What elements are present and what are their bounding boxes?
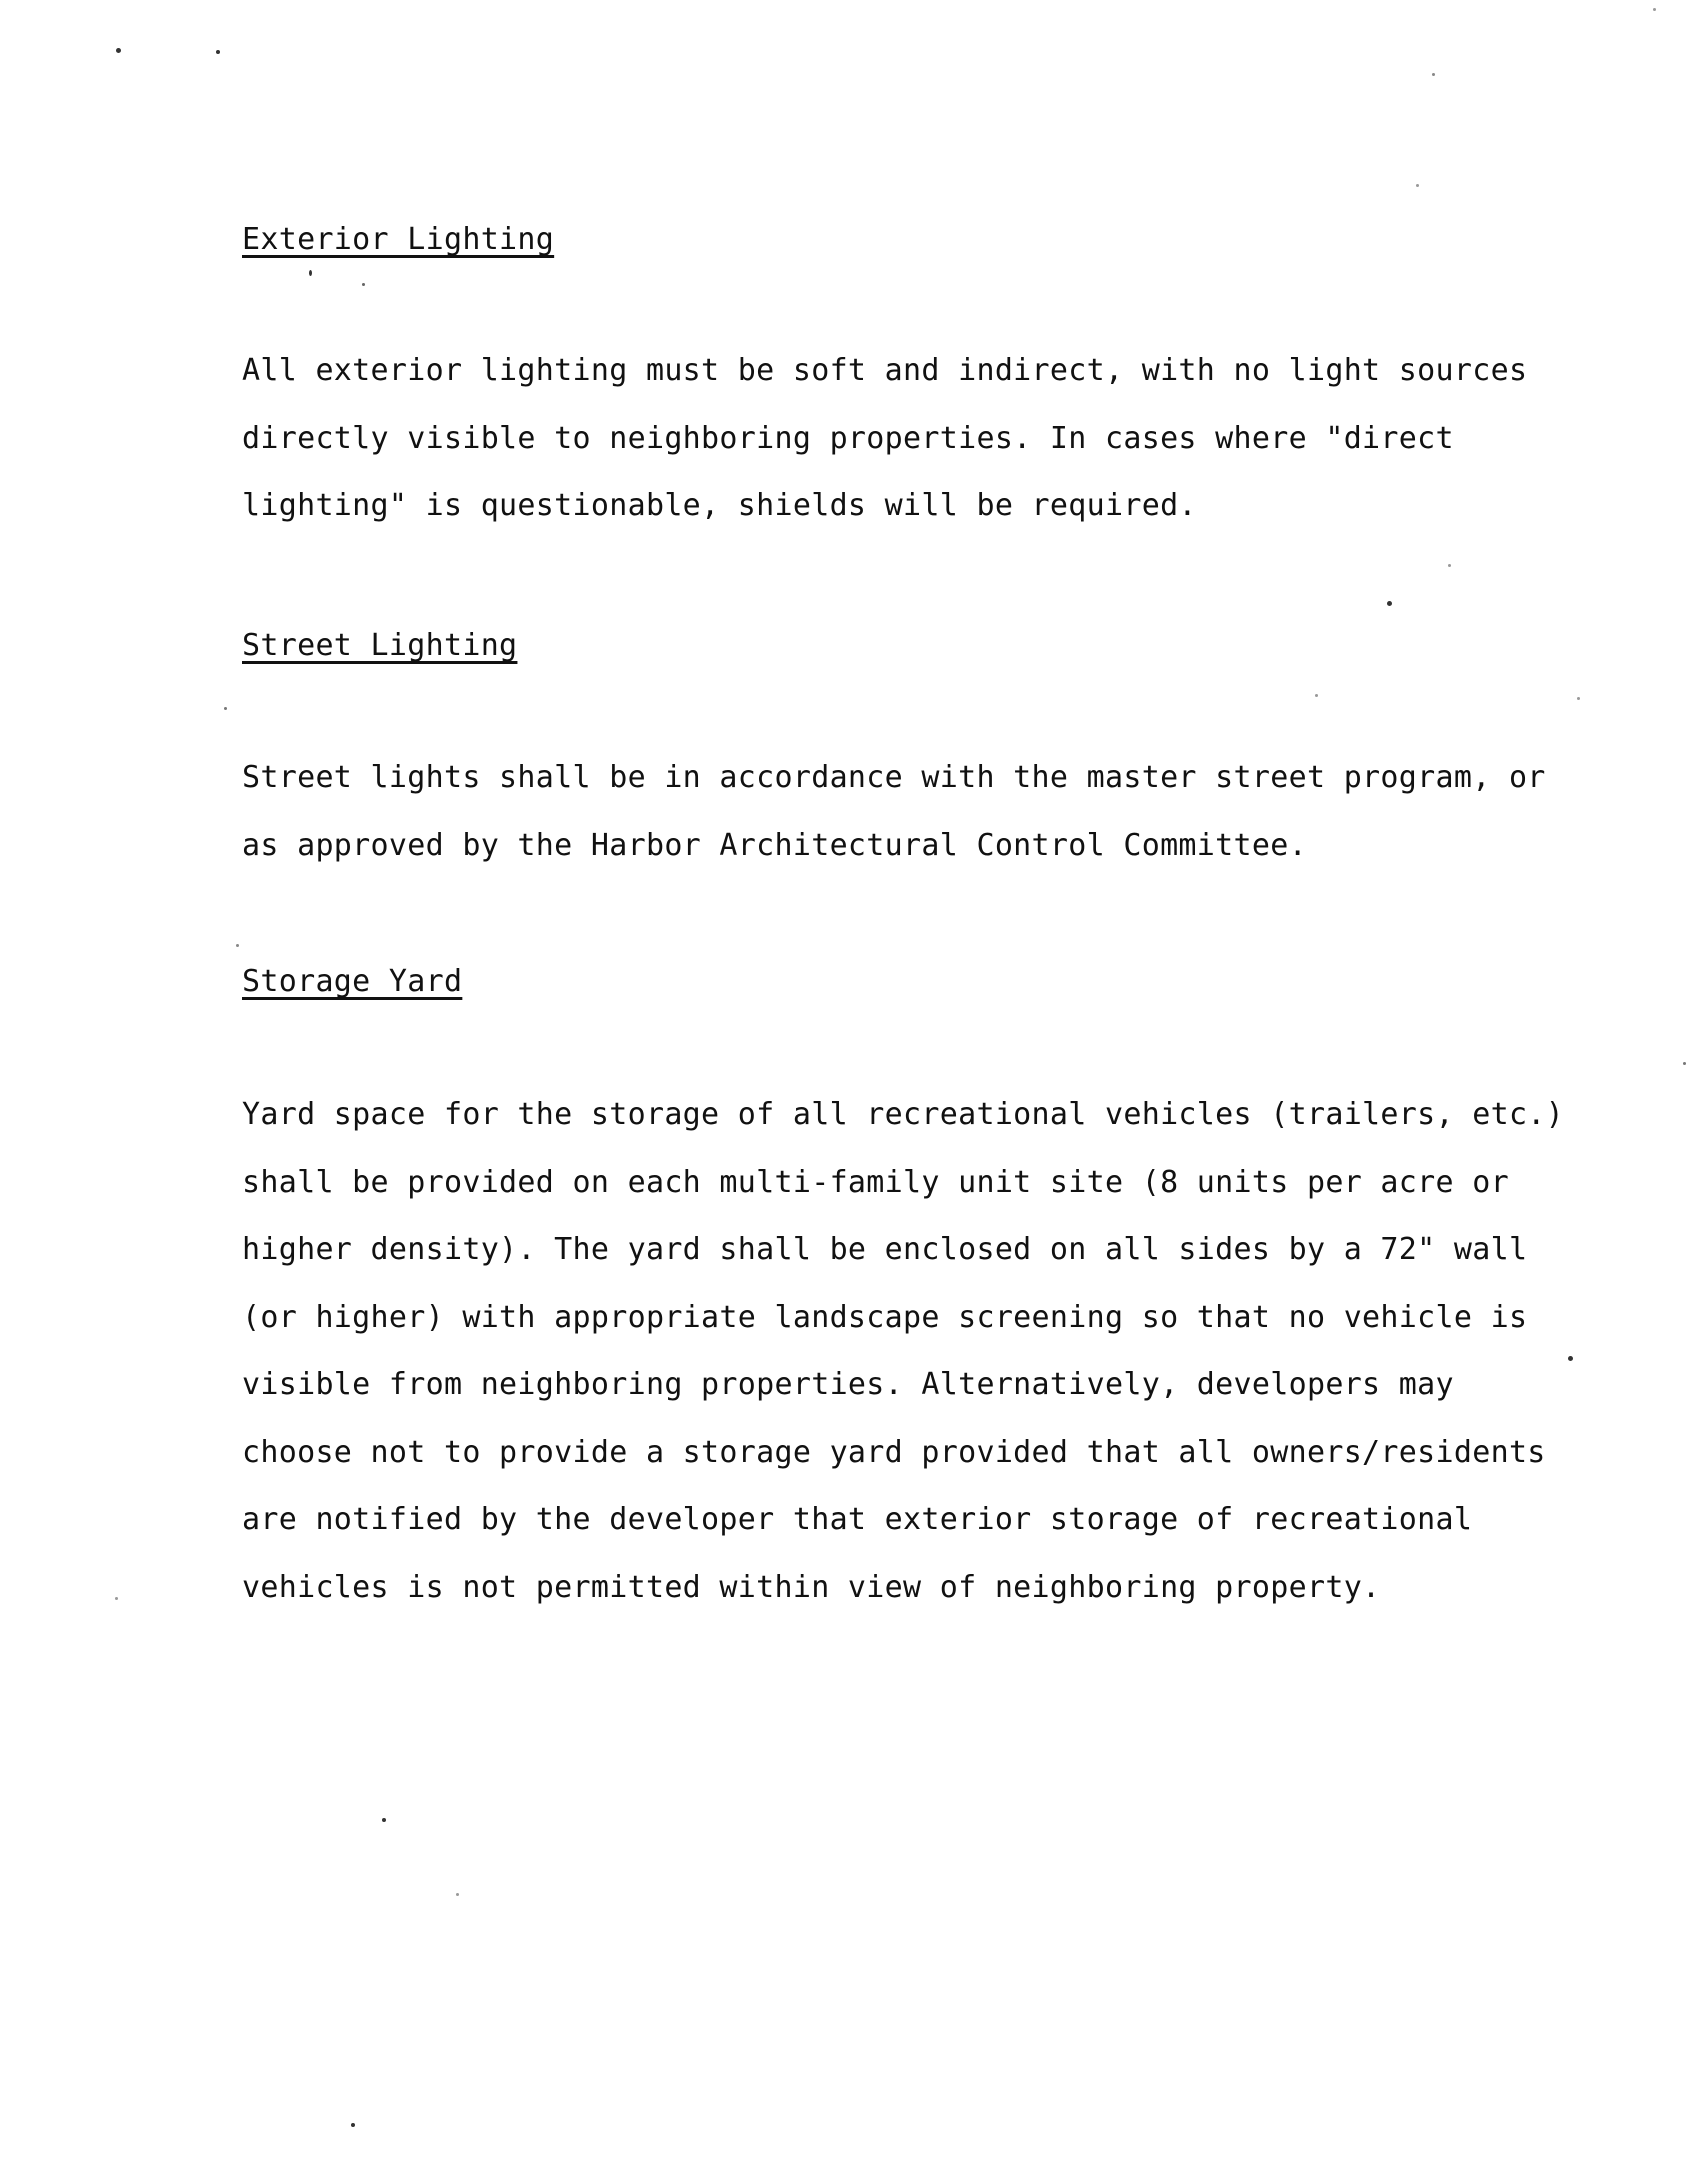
body-line: are notified by the developer that exterior storage of recreational: [242, 1502, 1473, 1537]
section-heading-storage-yard: Storage Yard: [242, 964, 463, 999]
section-heading-exterior-lighting: Exterior Lighting: [242, 222, 555, 257]
scan-speck: [1416, 184, 1419, 187]
body-line: choose not to provide a storage yard provided that all owners/residents: [242, 1434, 1546, 1470]
body-line: vehicles is not permitted within view of neighboring property.: [242, 1569, 1381, 1605]
scan-speck: [216, 50, 220, 54]
scan-speck: [116, 48, 121, 53]
scan-speck: [1577, 697, 1580, 700]
section-body-storage-yard: [242, 1081, 1564, 1621]
scan-speck: [1683, 1062, 1686, 1065]
scan-speck: [115, 1597, 118, 1600]
body-line: (or higher) with appropriate landscape screening so that no vehicle is: [242, 1299, 1528, 1335]
scan-speck: [351, 2123, 355, 2127]
body-line: directly visible to neighboring properties. In cases where "direct: [242, 420, 1454, 456]
scan-speck: [382, 1818, 386, 1822]
body-line: Yard space for the storage of all recreational vehicles (trailers, etc.): [242, 1097, 1565, 1132]
scan-speck: [236, 944, 239, 947]
scan-speck: [1568, 1356, 1573, 1361]
section-body-exterior-lighting: [242, 337, 1527, 540]
scan-speck: [1653, 8, 1656, 11]
body-line: All exterior lighting must be soft and indirect, with no light sources: [242, 353, 1528, 388]
body-line: Street lights shall be in accordance with the master street program, or: [242, 760, 1546, 795]
body-line: as approved by the Harbor Architectural Control Committee.: [242, 827, 1307, 863]
body-line: lighting" is questionable, shields will be required.: [242, 488, 1197, 523]
section-heading-street-lighting: Street Lighting: [242, 628, 518, 663]
scan-speck: [1315, 694, 1318, 697]
scan-speck: [1387, 601, 1392, 606]
scan-speck: [362, 283, 365, 286]
scan-speck: [456, 1893, 459, 1896]
scan-speck: [1448, 564, 1451, 567]
section-body-street-lighting: [242, 744, 1546, 879]
scan-speck: [309, 270, 312, 276]
body-line: shall be provided on each multi-family unit site (8 units per acre or: [242, 1164, 1509, 1200]
scan-speck: [224, 707, 227, 710]
body-line: higher density). The yard shall be enclosed on all sides by a 72" wall: [242, 1232, 1528, 1267]
body-line: visible from neighboring properties. Alternatively, developers may: [242, 1367, 1454, 1402]
scan-speck: [1432, 73, 1435, 76]
